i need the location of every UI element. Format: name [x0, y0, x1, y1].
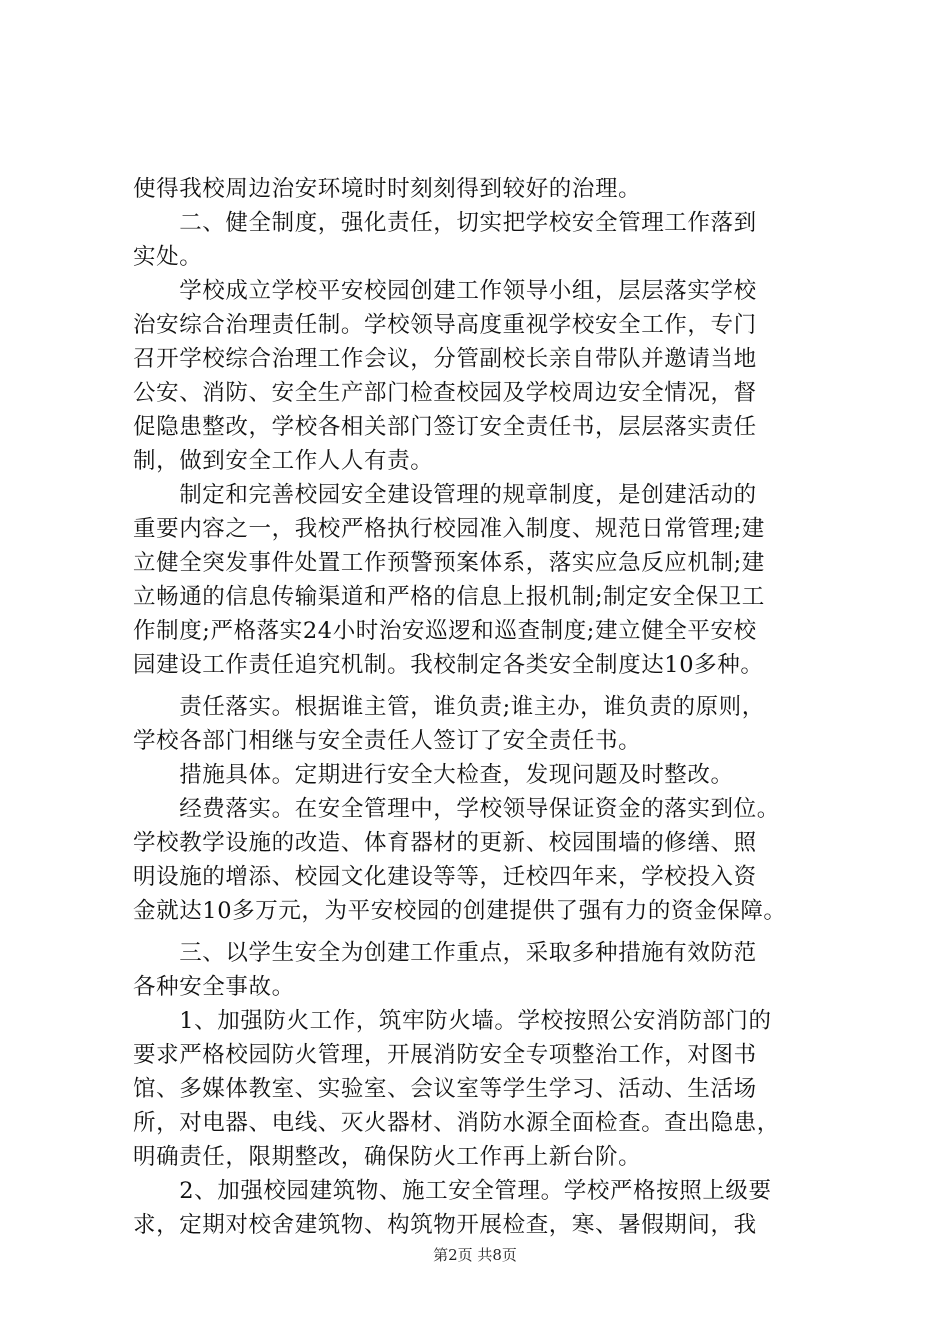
text-line: 召开学校综合治理工作会议，分管副校长亲自带队并邀请当地: [133, 346, 757, 372]
text-line: 治安综合治理责任制。学校领导高度重视学校安全工作，专门: [133, 312, 757, 338]
text-line: 立健全突发事件处置工作预警预案体系，落实应急反应机制;建: [133, 550, 765, 576]
text-line: 使得我校周边治安环境时时刻刻得到较好的治理。: [133, 176, 642, 202]
text-line: 经费落实。在安全管理中，学校领导保证资金的落实到位。: [133, 796, 780, 822]
text-line: 1、加强防火工作，筑牢防火墙。学校按照公安消防部门的: [133, 1008, 772, 1034]
text-line: 2、加强校园建筑物、施工安全管理。学校严格按照上级要: [133, 1178, 772, 1204]
text-line: 三、以学生安全为创建工作重点，采取多种措施有效防范: [133, 940, 757, 966]
text-line: 明确责任，限期整改，确保防火工作再上新台阶。: [133, 1144, 642, 1170]
text-line: 公安、消防、安全生产部门检查校园及学校周边安全情况，督: [133, 380, 757, 406]
text-line: 促隐患整改，学校各相关部门签订安全责任书，层层落实责任: [133, 414, 757, 440]
text-line: 园建设工作责任追究机制。我校制定各类安全制度达10多种。: [133, 652, 764, 678]
text-line: 求，定期对校舍建筑物、构筑物开展检查，寒、暑假期间，我: [133, 1212, 757, 1238]
text-line: 重要内容之一，我校严格执行校园准入制度、规范日常管理;建: [133, 516, 765, 542]
text-line: 措施具体。定期进行安全大检查，发现问题及时整改。: [133, 762, 734, 788]
text-line: 立畅通的信息传输渠道和严格的信息上报机制;制定安全保卫工: [133, 584, 765, 610]
page-footer: 第2页 共8页: [433, 1246, 517, 1264]
text-line: 制定和完善校园安全建设管理的规章制度，是创建活动的: [133, 482, 757, 508]
text-line: 要求严格校园防火管理，开展消防安全专项整治工作，对图书: [133, 1042, 757, 1068]
text-line: 金就达10多万元，为平安校园的创建提供了强有力的资金保障。: [133, 898, 787, 924]
text-line: 学校教学设施的改造、体育器材的更新、校园围墙的修缮、照: [133, 830, 757, 856]
text-line: 明设施的增添、校园文化建设等等，迁校四年来，学校投入资: [133, 864, 757, 890]
text-line: 学校各部门相继与安全责任人签订了安全责任书。: [133, 728, 642, 754]
text-line: 学校成立学校平安校园创建工作领导小组，层层落实学校: [133, 278, 757, 304]
text-line: 各种安全事故。: [133, 974, 295, 1000]
text-line: 责任落实。根据谁主管，谁负责;谁主办，谁负责的原则，: [133, 694, 765, 720]
text-line: 制，做到安全工作人人有责。: [133, 448, 434, 474]
text-line: 馆、多媒体教室、实验室、会议室等学生学习、活动、生活场: [133, 1076, 757, 1102]
text-line: 作制度;严格落实24小时治安巡逻和巡查制度;建立健全平安校: [133, 618, 757, 644]
text-line: 实处。: [133, 244, 203, 270]
text-line: 二、健全制度，强化责任，切实把学校安全管理工作落到: [133, 210, 757, 236]
text-line: 所，对电器、电线、灭火器材、消防水源全面检查。查出隐患，: [133, 1110, 780, 1136]
